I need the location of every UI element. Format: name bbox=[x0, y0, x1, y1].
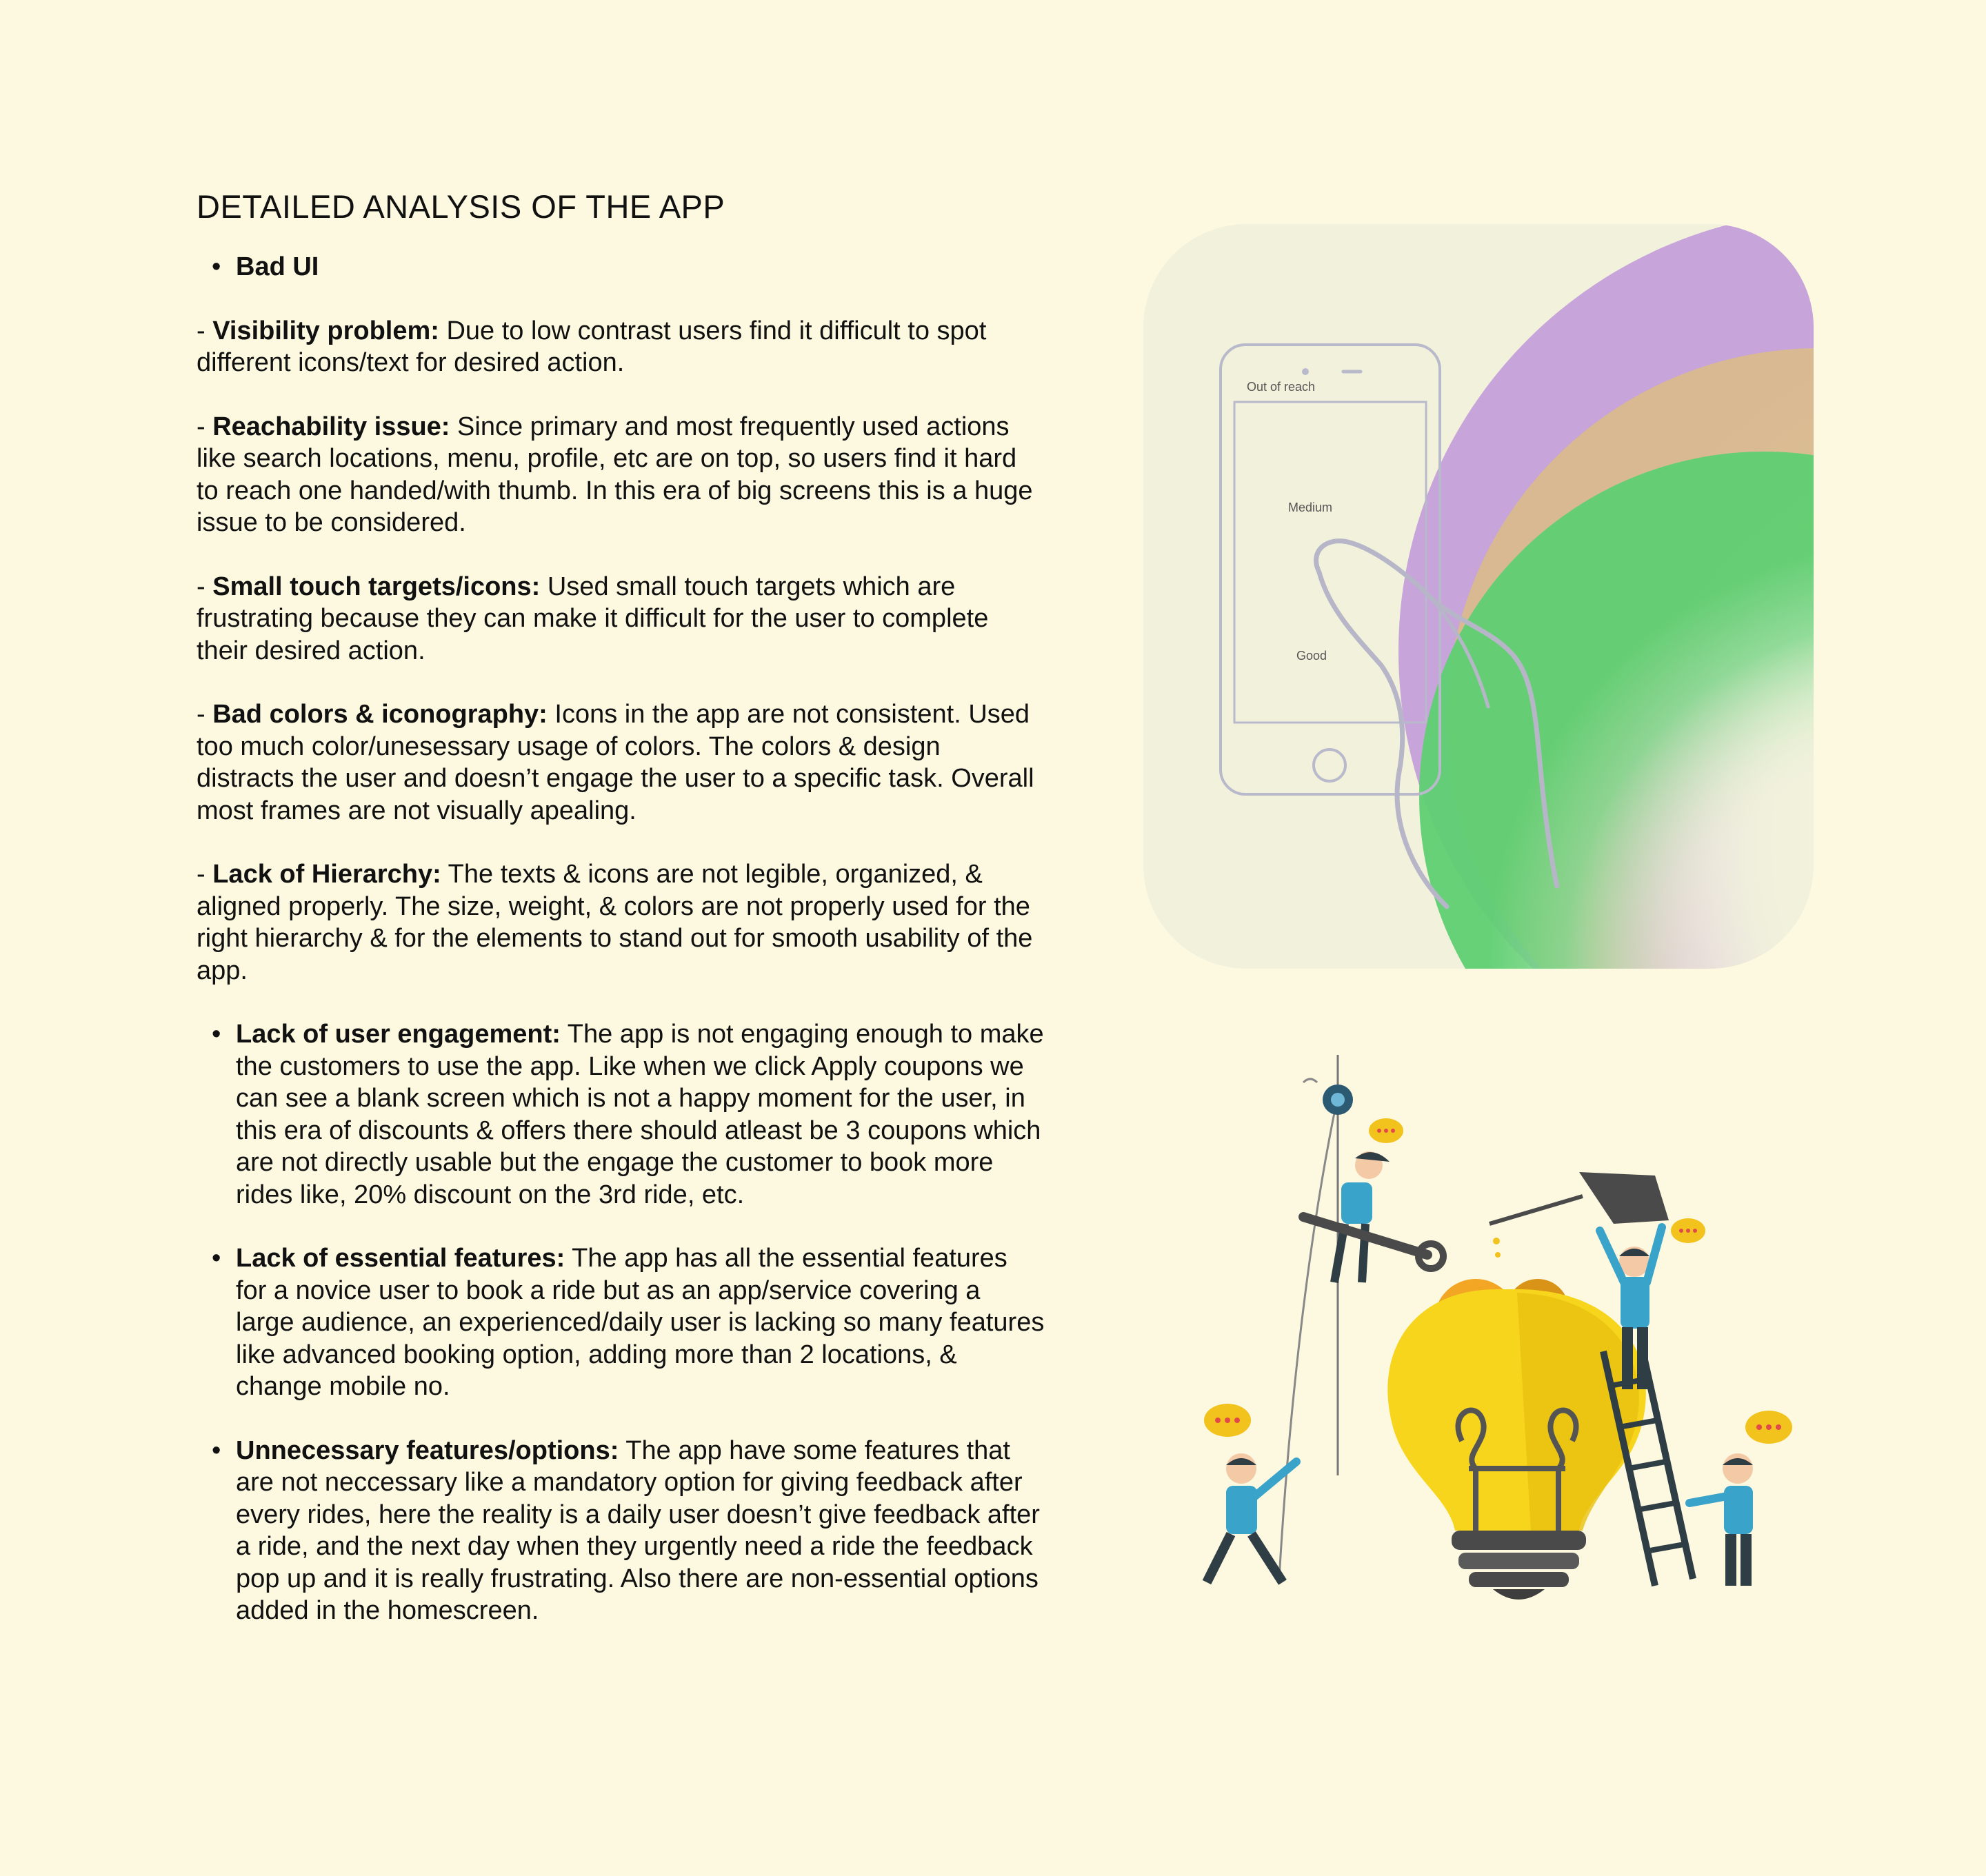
speech-bubble-icon bbox=[1369, 1118, 1403, 1143]
bullet-label: Lack of user engagement: bbox=[236, 1020, 561, 1049]
out-of-reach-label: Out of reach bbox=[1247, 380, 1316, 394]
lack-of-hierarchy: - Lack of Hierarchy: The texts & icons are not legible, organized, & aligned properly. The size, weight, & colors are not properly used for the right hierarchy & for the elements to stand out for smooth usability of the app. bbox=[197, 860, 1033, 985]
oil-can-icon bbox=[1579, 1172, 1669, 1224]
user-engagement-bullet bbox=[197, 1018, 1045, 1211]
item-text: Used small touch targets which are frustrating because they can make it difficult for the user to complete their desired action. bbox=[197, 572, 989, 665]
bullet-text: The app has all the essential features for a novice user to book a ride but as an app/service covering a large audience, an experienced/daily user is lacking so many features like advanced booking option, adding more than 2 locations, & change mobile no. bbox=[236, 1244, 1045, 1401]
item-text: The texts & icons are not legible, organized, & aligned properly. The size, weight, & colors are not properly used for the right hierarchy & for the elements to stand out for smooth usability of the app. bbox=[197, 860, 1033, 985]
analysis-content bbox=[197, 186, 1045, 1627]
item-label: Bad colors & iconography: bbox=[212, 700, 548, 729]
bullet-dot: • bbox=[212, 252, 221, 281]
bad-ui-heading: Bad UI bbox=[236, 252, 319, 281]
bad-colors-iconography: - Bad colors & iconography: Icons in the app are not consistent. Used too much color/unesessary usage of colors. The colors & design distracts the user and doesn’t engage the user to a specific task. Overall most frames are not visually apealing. bbox=[197, 700, 1034, 825]
thumb-reach-illustration bbox=[1143, 224, 1814, 969]
bullet-label: Unnecessary features/options: bbox=[236, 1435, 619, 1465]
reachability-issue: - Reachability issue: Since primary and most frequently used actions like search locations, menu, profile, etc are on top, so users find it hard to reach one handed/with thumb. In this era of big screens this is a huge issue to be considered. bbox=[197, 412, 1033, 537]
bullet-label: Lack of essential features: bbox=[236, 1244, 565, 1273]
visibility-problem: - Visibility problem: Due to low contrast users find it difficult to spot different icons/text for desired action. bbox=[197, 316, 987, 377]
bullet-dot: • bbox=[212, 1435, 221, 1465]
medium-label: Medium bbox=[1288, 501, 1333, 514]
bullet-dot: • bbox=[212, 1020, 221, 1049]
team-lightbulb-illustration bbox=[1186, 1055, 1807, 1606]
small-touch-targets: - Small touch targets/icons: Used small touch targets which are frustrating because they can make it difficult for the user to complete their desired action. bbox=[197, 572, 989, 665]
item-text: Since primary and most frequently used actions like search locations, menu, profile, etc are on top, so users find it hard to reach one handed/with thumb. In this era of big screens this is a huge issue to be considered. bbox=[197, 412, 1033, 537]
phone-camera-icon bbox=[1302, 368, 1309, 375]
speech-bubble-icon bbox=[1204, 1404, 1251, 1437]
item-label: Lack of Hierarchy: bbox=[212, 860, 441, 889]
essential-features-bullet bbox=[197, 1242, 1045, 1403]
speech-bubble-icon bbox=[1745, 1411, 1792, 1444]
bullet-text: The app is not engaging enough to make the customers to use the app. Like when we click Apply coupons we can see a blank screen which is not a happy moment for the user, in this era of discounts & offers there should atleast be 3 coupons which are not directly usable but the engage the customer to book more rides like, 20% discount on the 3rd ride, etc. bbox=[236, 1020, 1044, 1209]
item-text: Icons in the app are not consistent. Used too much color/unesessary usage of colors. The colors & design distracts the user and doesn’t engage the user to a specific task. Overall most frames are not visually apealing. bbox=[197, 700, 1034, 825]
item-label: Reachability issue: bbox=[212, 412, 450, 441]
bullet-dot: • bbox=[212, 1244, 221, 1273]
person-holding-ladder-icon bbox=[1689, 1453, 1753, 1586]
bulb-base bbox=[1452, 1531, 1586, 1550]
bad-ui-bullet bbox=[197, 251, 1045, 283]
rope-pull bbox=[1279, 1096, 1338, 1579]
speech-bubble-icon bbox=[1671, 1218, 1705, 1243]
unnecessary-features-bullet bbox=[197, 1435, 1045, 1627]
item-text: Due to low contrast users find it difficult to spot different icons/text for desired action. bbox=[197, 316, 987, 377]
item-label: Visibility problem: bbox=[212, 316, 439, 345]
page-title: DETAILED ANALYSIS OF THE APP bbox=[197, 188, 725, 225]
bullet-text: The app have some features that are not neccessary like a mandatory option for giving feedback after every rides, here the reality is a daily user doesn’t give feedback after a ride, and the next day when they urgently need a ride the feedback pop up and it is really frustrating. Also there are non-essential options added in the homescreen. bbox=[236, 1435, 1040, 1625]
item-label: Small touch targets/icons: bbox=[212, 572, 541, 601]
good-label: Good bbox=[1296, 649, 1327, 663]
